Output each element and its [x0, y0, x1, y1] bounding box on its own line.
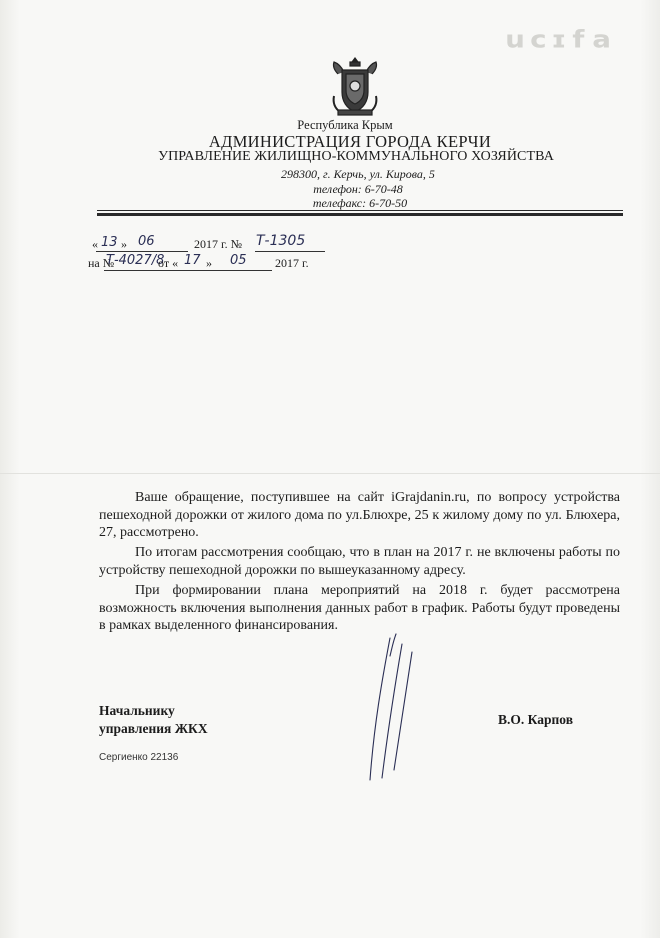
body-paragraph-2: По итогам рассмотрения сообщаю, что в план на 2017 г. не включены работы по устройству пешеходной дорожки по вышеуказанному адресу.	[99, 545, 620, 578]
address: 298300, г. Керчь, ул. Кирова, 5	[281, 167, 435, 181]
incoming-from: от «	[158, 256, 179, 270]
outgoing-quote-close: »	[121, 237, 127, 251]
incoming-underline	[104, 270, 272, 271]
outgoing-month: 06	[138, 234, 155, 249]
outgoing-date-underline	[96, 251, 188, 252]
bleed-through-mark: ᵘᶜᶦᶠᵃ	[505, 22, 616, 73]
body-paragraph-1: Ваше обращение, поступившее на сайт iGrajdanin.ru, по вопросу устройства пешеходной дорожки от жилого дома по ул.Блюхре, 25 к жилому дому по ул. Блюхера, 27, рассмотрено.	[99, 490, 620, 540]
body-paragraph-3: При формировании плана мероприятий на 2018 г. будет рассмотрена возможность включения выполнения данных работ в график. Работы будут проведены в рамках выделенного финансирования.	[99, 583, 620, 633]
signatory-title	[99, 702, 208, 738]
signatory-name: В.О. Карпов	[498, 712, 573, 727]
incoming-number: Т-4027/8	[106, 253, 165, 268]
header-rule-thick	[97, 213, 623, 216]
region-name: Республика Крым	[297, 118, 393, 132]
incoming-month: 05	[230, 253, 247, 268]
incoming-quote-close: »	[206, 256, 212, 270]
outgoing-number-underline	[255, 251, 325, 252]
incoming-day: 17	[184, 253, 201, 268]
executor-info: Сергиенко 22136	[99, 752, 179, 763]
phone: телефон: 6-70-48	[313, 182, 403, 196]
fold-line	[0, 473, 660, 474]
signatory-title-line-2: управления ЖКХ	[99, 721, 208, 736]
incoming-prefix: на №	[88, 256, 115, 270]
incoming-year: 2017 г.	[275, 256, 309, 270]
outgoing-quote-open: «	[92, 237, 98, 251]
outgoing-number: Т-1305	[256, 233, 306, 249]
outgoing-year: 2017 г. №	[194, 237, 243, 251]
department-name: УПРАВЛЕНИЕ ЖИЛИЩНО-КОММУНАЛЬНОГО ХОЗЯЙСТВА	[158, 149, 554, 164]
handwritten-signature	[360, 630, 420, 790]
fax: телефакс: 6-70-50	[312, 196, 408, 210]
administration-name: АДМИНИСТРАЦИЯ ГОРОДА КЕРЧИ	[208, 132, 492, 151]
header-rule-thin	[97, 210, 623, 211]
signatory-title-line-1: Начальнику	[99, 703, 175, 718]
coat-of-arms-icon	[330, 56, 380, 118]
outgoing-day: 13	[101, 235, 118, 250]
